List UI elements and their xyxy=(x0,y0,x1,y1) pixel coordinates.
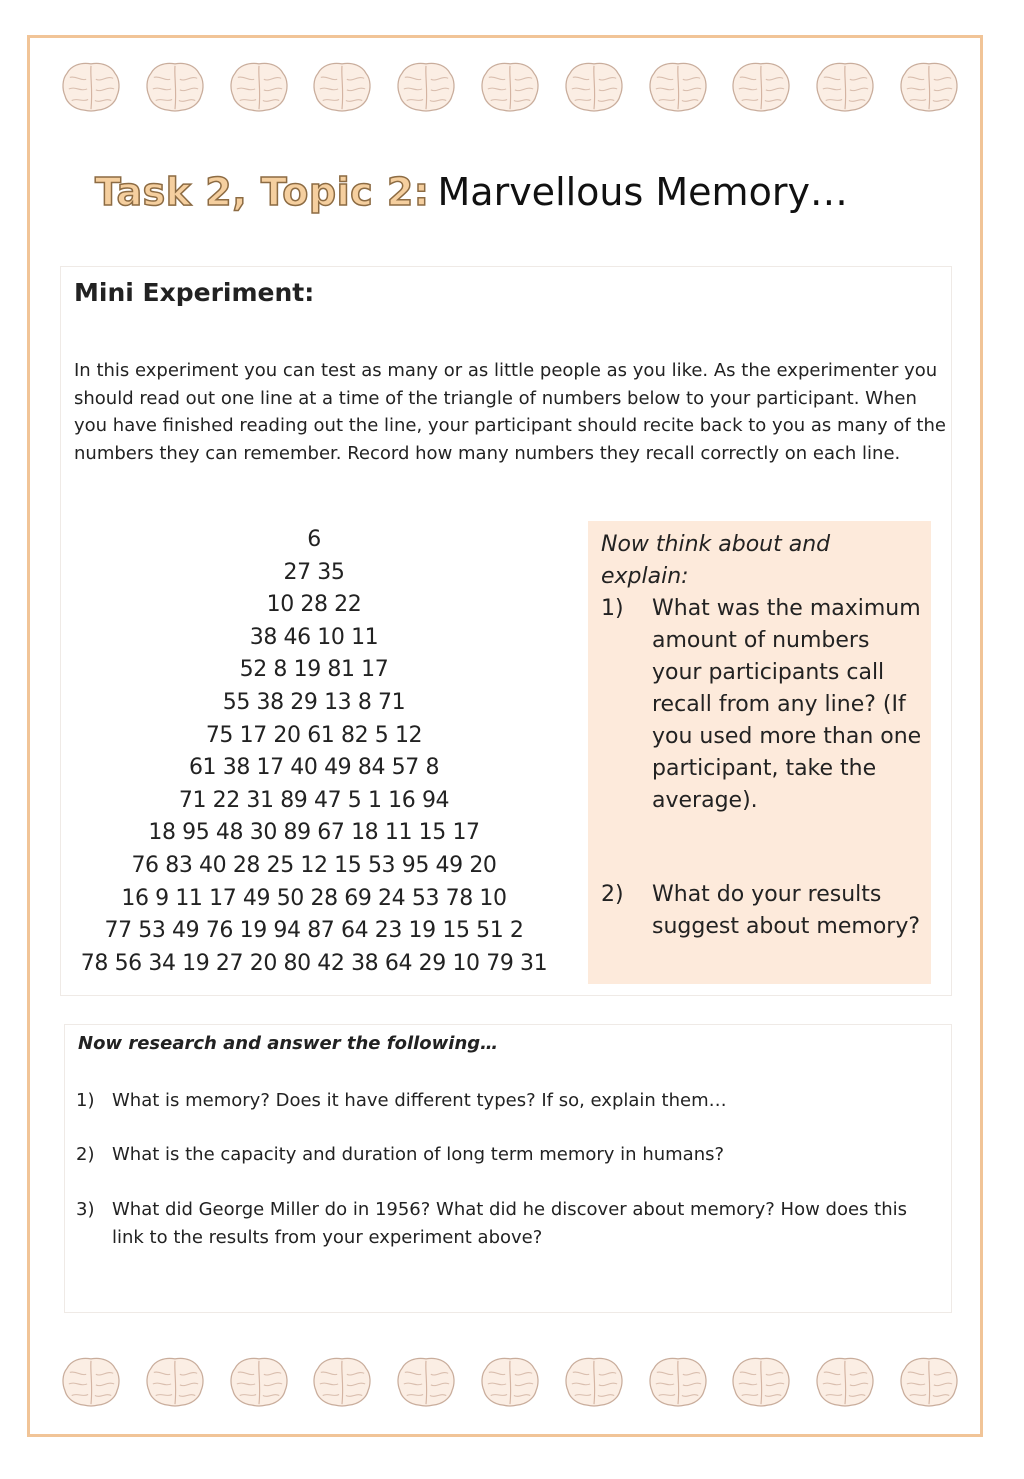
question-number: 2) xyxy=(601,882,624,907)
brain-icon xyxy=(563,1355,625,1409)
research-question xyxy=(76,1087,912,1115)
top-brain-border xyxy=(60,60,960,120)
question-text: What do your results suggest about memory? xyxy=(652,882,921,939)
think-question xyxy=(601,879,922,943)
brain-icon xyxy=(395,1355,457,1409)
triangle-line: 27 35 xyxy=(283,559,345,585)
question-text: What is the capacity and duration of long term memory in humans? xyxy=(112,1144,725,1165)
brain-icon xyxy=(228,60,290,114)
brain-icon xyxy=(479,1355,541,1409)
experiment-intro: In this experiment you can test as many or as little people as you like. As the experimenter you should read out one line at a time of the triangle of numbers below to your participant. When you have finished reading out the line, your participant should recite back to you as many of the numbers they can remember. Record how many numbers they recall correctly on each line. xyxy=(74,360,946,464)
question-text: What was the maximum amount of numbers your participants call recall from any line? (If you used more than one participant, take the average). xyxy=(652,596,922,813)
question-text: What is memory? Does it have different types? If so, explain them… xyxy=(112,1090,727,1111)
triangle-line: 38 46 10 11 xyxy=(249,624,379,650)
brain-icon xyxy=(814,60,876,114)
triangle-line: 77 53 49 76 19 94 87 64 23 19 15 51 2 xyxy=(104,918,524,944)
brain-icon xyxy=(814,1355,876,1409)
title-main: Marvellous Memory… xyxy=(437,170,848,214)
page-title xyxy=(95,170,848,214)
experiment-heading: Mini Experiment: xyxy=(74,278,315,307)
brain-icon xyxy=(563,60,625,114)
brain-icon xyxy=(730,1355,792,1409)
brain-icon xyxy=(898,1355,960,1409)
brain-icon xyxy=(479,60,541,114)
brain-icon xyxy=(898,60,960,114)
triangle-line: 6 xyxy=(307,527,321,552)
brain-icon xyxy=(60,60,122,114)
question-text: What did George Miller do in 1956? What did he discover about memory? How does this link to the results from your experiment above? xyxy=(112,1199,907,1248)
triangle-line: 75 17 20 61 82 5 12 xyxy=(205,722,423,748)
triangle-line: 78 56 34 19 27 20 80 42 38 64 29 10 79 31 xyxy=(80,950,548,976)
brain-icon xyxy=(228,1355,290,1409)
brain-icon xyxy=(647,1355,709,1409)
brain-icon xyxy=(730,60,792,114)
triangle-line: 71 22 31 89 47 5 1 16 94 xyxy=(178,787,450,813)
bottom-brain-border xyxy=(60,1355,960,1415)
question-number: 3) xyxy=(76,1199,95,1220)
triangle-line: 18 95 48 30 89 67 18 11 15 17 xyxy=(148,820,480,846)
brain-icon xyxy=(311,60,373,114)
brain-icon xyxy=(311,1355,373,1409)
think-question xyxy=(601,593,922,817)
triangle-line: 16 9 11 17 49 50 28 69 24 53 78 10 xyxy=(121,885,507,911)
research-question xyxy=(76,1141,912,1169)
triangle-line: 61 38 17 40 49 84 57 8 xyxy=(188,755,440,781)
question-number: 1) xyxy=(76,1090,95,1111)
triangle-line: 55 38 29 13 8 71 xyxy=(222,689,406,715)
brain-icon xyxy=(60,1355,122,1409)
research-heading: Now research and answer the following… xyxy=(78,1033,499,1054)
number-triangle xyxy=(70,524,558,980)
brain-icon xyxy=(647,60,709,114)
question-number: 2) xyxy=(76,1144,95,1165)
title-prefix: Task 2, Topic 2: xyxy=(95,170,430,214)
research-question xyxy=(76,1196,912,1252)
think-intro: Now think about and explain: xyxy=(601,532,831,589)
triangle-line: 76 83 40 28 25 12 15 53 95 49 20 xyxy=(131,852,497,878)
triangle-line: 10 28 22 xyxy=(266,592,362,618)
triangle-line: 52 8 19 81 17 xyxy=(239,657,389,683)
brain-icon xyxy=(144,60,206,114)
brain-icon xyxy=(395,60,457,114)
brain-icon xyxy=(144,1355,206,1409)
question-number: 1) xyxy=(601,596,624,621)
